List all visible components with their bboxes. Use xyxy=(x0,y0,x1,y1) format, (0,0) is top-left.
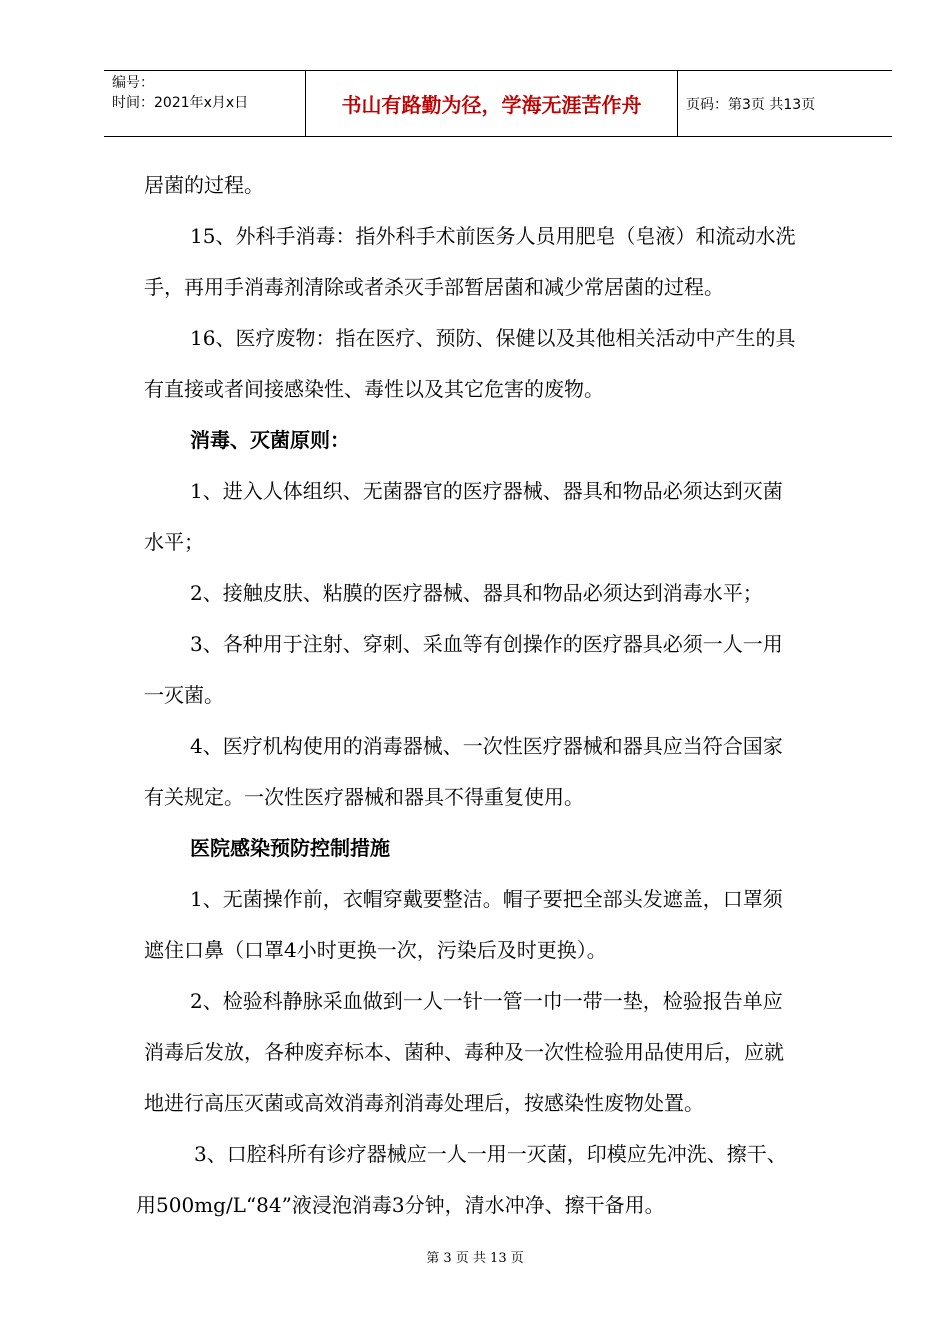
page-header xyxy=(104,70,892,137)
body-line: 遮住口鼻（口罩4小时更换一次，污染后及时更换）。 xyxy=(144,938,607,962)
body-line: 有直接或者间接感染性、毒性以及其它危害的废物。 xyxy=(144,377,604,401)
page-footer: 第 3 页 共 13 页 xyxy=(426,1251,524,1266)
header-page-label: 页码：第3页 共13页 xyxy=(686,96,816,113)
body-line: 用500mg/L“84”液浸泡消毒3分钟，清水冲净、擦干备用。 xyxy=(136,1193,665,1217)
body-line: 1、进入人体组织、无菌器官的医疗器械、器具和物品必须达到灭菌 xyxy=(190,479,783,503)
section-heading: 消毒、灭菌原则： xyxy=(190,428,350,452)
body-line: 15、外科手消毒：指外科手术前医务人员用肥皂（皂液）和流动水洗 xyxy=(190,224,796,248)
body-line: 2、检验科静脉采血做到一人一针一管一巾一带一垫，检验报告单应 xyxy=(190,989,783,1013)
body-line: 水平； xyxy=(144,530,204,554)
document-body xyxy=(136,160,864,1231)
body-line: 2、接触皮肤、粘膜的医疗器械、器具和物品必须达到消毒水平； xyxy=(190,581,763,605)
header-meta xyxy=(104,71,306,136)
document-number-label: 编号： xyxy=(112,75,154,91)
body-line: 地进行高压灭菌或高效消毒剂消毒处理后，按感染性废物处置。 xyxy=(144,1091,704,1115)
header-motto: 书山有路勤为径，学海无涯苦作舟 xyxy=(306,71,678,136)
body-line: 有关规定。一次性医疗器械和器具不得重复使用。 xyxy=(144,785,584,809)
body-line: 手，再用手消毒剂清除或者杀灭手部暂居菌和减少常居菌的过程。 xyxy=(144,275,724,299)
body-line: 居菌的过程。 xyxy=(144,173,264,197)
body-line: 3、各种用于注射、穿刺、采血等有创操作的医疗器具必须一人一用 xyxy=(190,632,783,656)
body-line: 16、医疗废物：指在医疗、预防、保健以及其他相关活动中产生的具 xyxy=(190,326,796,350)
body-line: 4、医疗机构使用的消毒器械、一次性医疗器械和器具应当符合国家 xyxy=(190,734,783,758)
body-line: 1、无菌操作前，衣帽穿戴要整洁。帽子要把全部头发遮盖，口罩须 xyxy=(190,887,783,911)
document-date-label: 时间：2021年x月x日 xyxy=(112,95,249,111)
section-heading: 医院感染预防控制措施 xyxy=(190,836,390,860)
body-line: 3、口腔科所有诊疗器械应一人一用一灭菌，印模应先冲洗、擦干、 xyxy=(194,1142,787,1166)
body-line: 消毒后发放，各种废弃标本、菌种、毒种及一次性检验用品使用后，应就 xyxy=(144,1040,784,1064)
body-line: 一灭菌。 xyxy=(144,683,224,707)
